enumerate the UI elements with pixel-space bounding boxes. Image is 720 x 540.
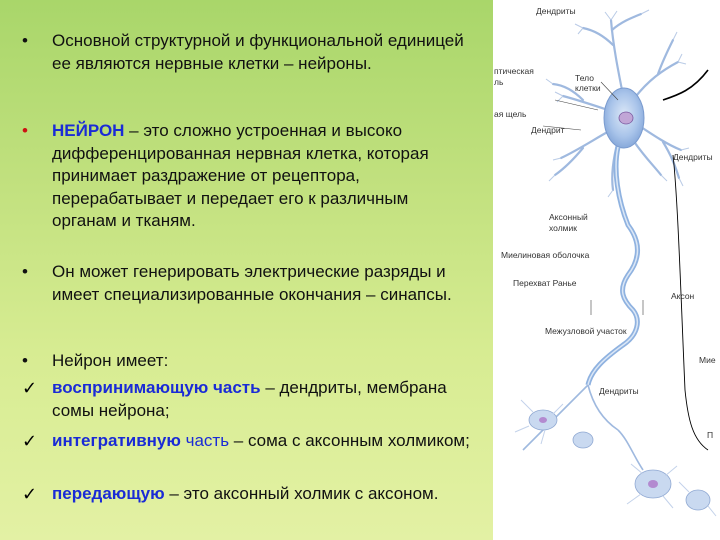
label-dendrites-bottom: Дендриты xyxy=(599,386,639,396)
label-myelin: Миелиновая оболочка xyxy=(501,250,590,260)
check-icon: ✓ xyxy=(22,484,38,504)
label-internode: Межузловой участок xyxy=(545,326,627,336)
term-integrative: интегративную xyxy=(52,431,181,450)
label-p: П xyxy=(707,430,714,440)
label-synaptic-2: ль xyxy=(494,77,504,87)
label-cell-body-2: клетки xyxy=(575,83,601,93)
label-dendrite: Дендрит xyxy=(531,125,565,135)
label-cell-body-1: Тело xyxy=(575,73,594,83)
target-neurons xyxy=(529,410,710,510)
label-axon-hillock-1: Аксонный xyxy=(549,212,588,222)
term-neuron: НЕЙРОН xyxy=(52,121,125,140)
bullet-marker: • xyxy=(22,262,28,281)
label-dendrites-top: Дендриты xyxy=(536,6,576,16)
neuron-diagram xyxy=(493,0,720,540)
label-synaptic-3: ая щель xyxy=(494,109,527,119)
check-icon: ✓ xyxy=(22,378,38,398)
nucleus xyxy=(619,112,633,124)
bullet-text: Основной структурной и функциональной единицей ее являются нервные клетки – нейроны. xyxy=(52,31,464,73)
bullet-text: – это сложно устроенная и высоко дифференцированная нервная клетка, которая принимает раздражение от рецептора, перерабатывает и передает его к различным органам и тканям. xyxy=(52,121,429,230)
axon-terminal-line xyxy=(663,70,708,100)
check-text: – сома с аксонным холмиком; xyxy=(229,431,470,450)
check-icon: ✓ xyxy=(22,431,38,451)
neuron-illustration xyxy=(493,0,720,540)
term-receiving-part: воспринимающую часть xyxy=(52,378,261,397)
label-dendrites-right: Дендриты xyxy=(673,152,713,162)
label-ranvier: Перехват Ранье xyxy=(513,278,577,288)
check-text: – это аксонный холмик с аксоном. xyxy=(164,484,439,503)
label-mie: Мие xyxy=(699,355,716,365)
label-synaptic-1: птическая xyxy=(494,66,534,76)
bullet-marker: • xyxy=(22,31,28,50)
term-part: часть xyxy=(180,431,230,450)
bullet-marker: • xyxy=(22,121,28,140)
label-axon: Аксон xyxy=(671,291,695,301)
check-text: – дендриты, мембрана сомы нейрона; xyxy=(52,378,447,420)
bullet-text: Нейрон имеет: xyxy=(52,351,169,370)
axon-bracket xyxy=(673,155,708,450)
label-axon-hillock-2: холмик xyxy=(549,223,577,233)
bullet-text: Он может генерировать электрические разряды и имеет специализированные окончания – синапсы. xyxy=(52,262,452,304)
term-transmitting: передающую xyxy=(52,484,165,503)
bullet-marker: • xyxy=(22,351,28,370)
